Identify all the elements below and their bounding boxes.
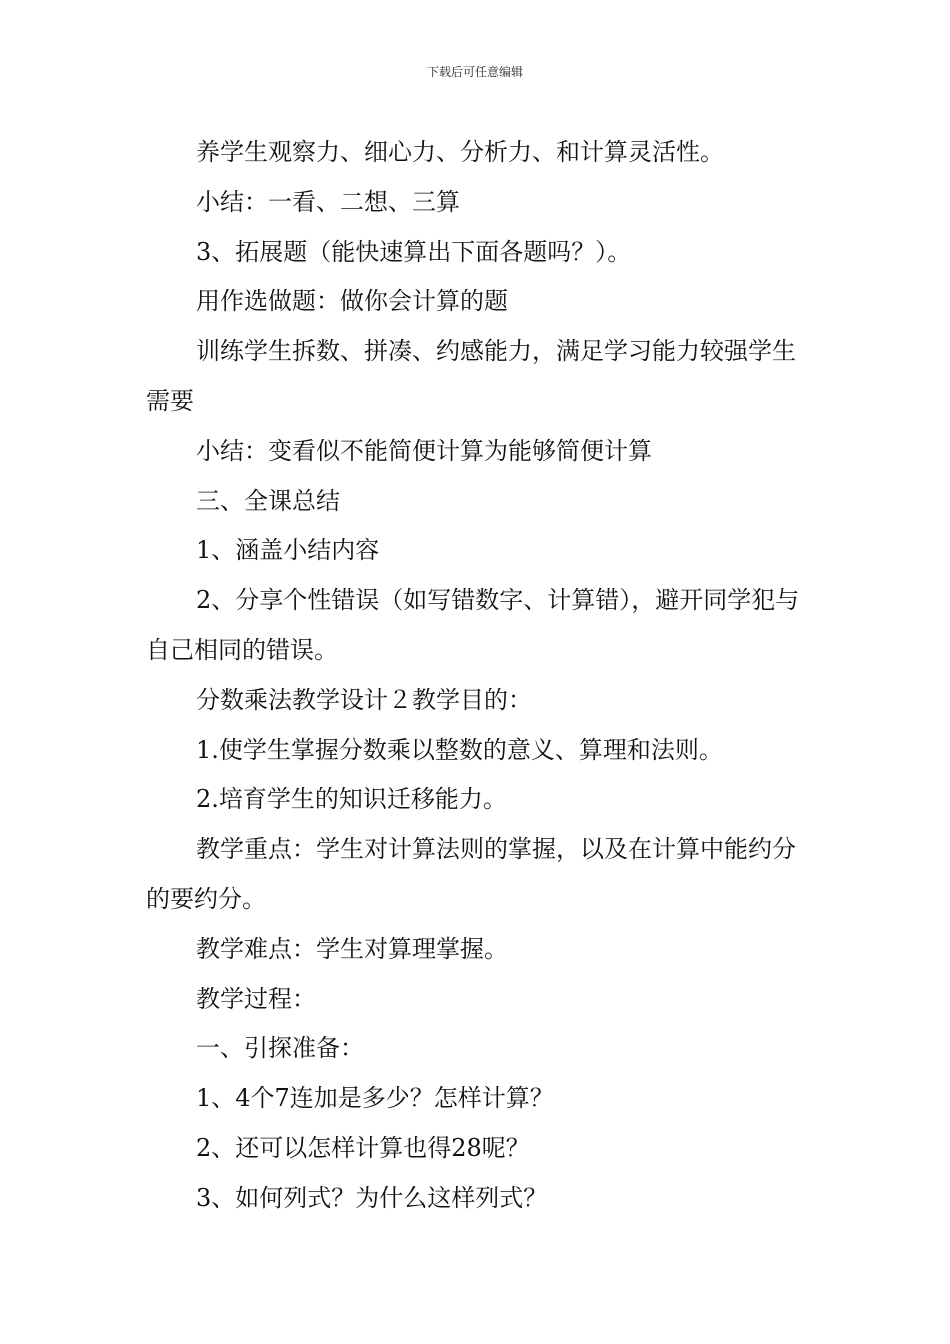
- page-header: 下载后可任意编辑: [426, 65, 523, 79]
- paragraph-9: 2、分享个性错误（如写错数字、计算错），避开同学犯与自己相同的错误。: [146, 586, 800, 664]
- paragraph-1: 养学生观察力、细心力、分析力、和计算灵活性。: [196, 138, 724, 166]
- document-body: [146, 128, 806, 1224]
- paragraph-5: 训练学生拆数、拼凑、约感能力，满足学习能力较强学生需要: [146, 337, 796, 415]
- paragraph-4: 用作选做题：做你会计算的题: [196, 287, 508, 316]
- paragraph-13: 教学重点：学生对计算法则的掌握，以及在计算中能约分的要约分。: [146, 835, 796, 913]
- paragraph-17: 1、4个7连加是多少？怎样计算？: [196, 1084, 554, 1113]
- paragraph-3: 3、拓展题（能快速算出下面各题吗？）。: [196, 237, 632, 266]
- paragraph-10: 分数乘法教学设计２教学目的：: [196, 685, 532, 714]
- paragraph-12: 2.培育学生的知识迁移能力。: [196, 785, 507, 814]
- paragraph-2: 小结：一看、二想、三算: [196, 187, 460, 216]
- paragraph-7: 三、全课总结: [196, 486, 340, 515]
- paragraph-11: 1.使学生掌握分数乘以整数的意义、算理和法则。: [196, 735, 723, 764]
- paragraph-14: 教学难点：学生对算理掌握。: [196, 934, 508, 963]
- paragraph-16: 一、引探准备：: [196, 1034, 364, 1063]
- paragraph-15: 教学过程：: [196, 984, 316, 1013]
- paragraph-6: 小结：变看似不能简便计算为能够简便计算: [196, 436, 652, 465]
- paragraph-18: 2、还可以怎样计算也得28呢？: [196, 1133, 530, 1162]
- paragraph-19: 3、如何列式？为什么这样列式？: [196, 1183, 548, 1212]
- paragraph-8: 1、涵盖小结内容: [196, 536, 380, 565]
